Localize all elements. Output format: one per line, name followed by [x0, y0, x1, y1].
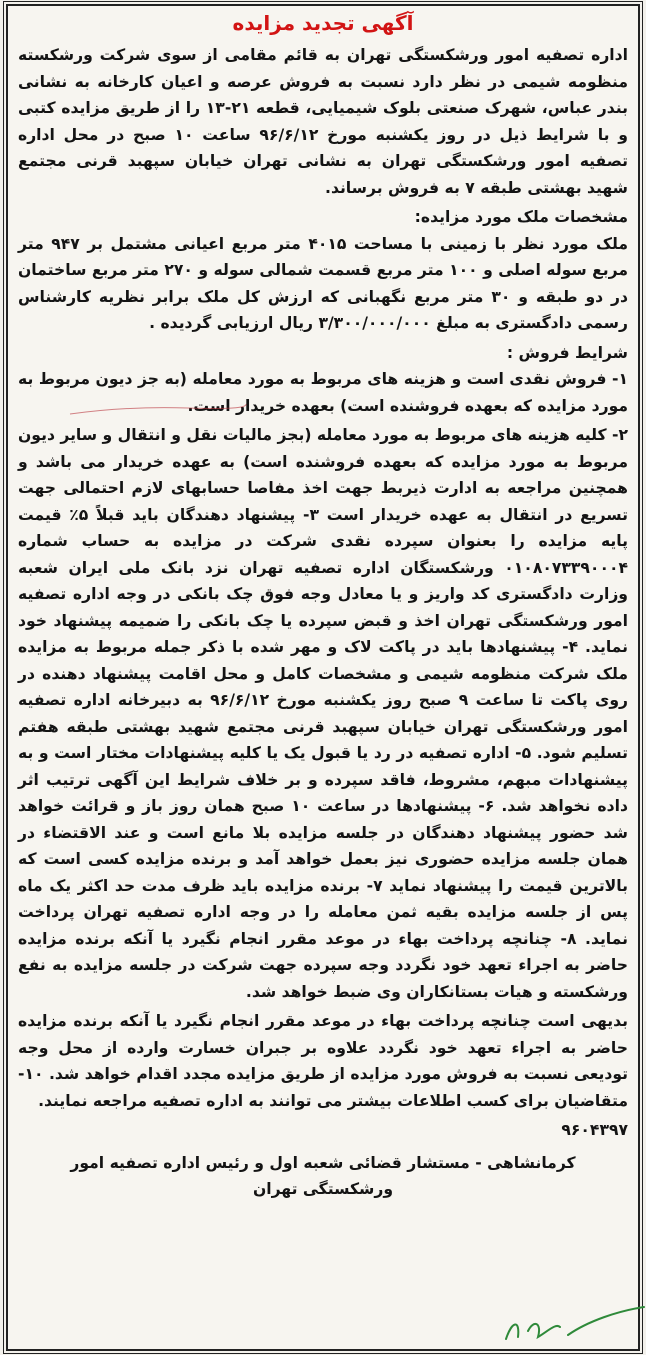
property-specs-heading: مشخصات ملک مورد مزایده:: [414, 208, 628, 226]
newspaper-notice-frame: [6, 4, 640, 1351]
notice-title: آگهی تجدید مزایده: [232, 11, 414, 35]
phone-line: [18, 1117, 628, 1144]
property-specs-paragraph: ملک مورد نظر با زمینی با مساحت ۴۰۱۵ متر مربع اعیانی مشتمل بر ۹۴۷ متر مربع سوله اصلی و ۱۰۰ متر مربع قسمت شمالی سوله و ۲۷۰ متر مربع ساختمان در دو طبقه و ۳۰ متر مربع نگهبانی که ارزش کل ملک برابر نظریه کارشناس رسمی دادگستری به مبلغ ۳/۳۰۰/۰۰۰/۰۰۰ ریال ارزیابی گردیده .: [18, 234, 628, 332]
handwritten-scribble-icon: [498, 1301, 646, 1345]
pen-mark: [68, 400, 248, 420]
signature-line-1: کرمانشاهی - مستشار قضائی شعبه اول و رئیس اداره تصفیه امور: [70, 1153, 576, 1172]
sale-conditions-heading: شرایط فروش :: [506, 343, 628, 362]
signature-line-2: ورشکستگی تهران: [252, 1179, 394, 1198]
condition-1: ۱- فروش نقدی است و هزینه های مربوط به مورد معامله (به جز دیون مربوط به مورد مزایده که بعهده فروشنده است) بعهده خریدار است.: [18, 370, 628, 415]
notice-body: [18, 8, 628, 1309]
intro-paragraph: اداره تصفیه امور ورشکستگی تهران به قائم مقامی از سوی شرکت ورشکسته منظومه شیمی در نظر دارد نسبت به فروش عرصه و اعیان کارخانه به نشانی بندر عباس، شهرک صنعتی بلوک شیمیایی، قطعه ۲۱-۱۳ را از طریق مزایده کتبی و با شرایط ذیل در روز یکشنبه مورخ ۹۶/۶/۱۲ ساعت ۱۰ صبح در محل اداره تصفیه امور ورشکستگی تهران به نشانی تهران خیابان سپهبد قرنی مجتمع شهید بهشتی طبقه ۷ به فروش برساند.: [18, 46, 628, 197]
closing-paragraph: بدیهی است چنانچه پرداخت بهاء در موعد مقرر انجام نگیرد یا آنکه برنده مزایده حاضر به اجراء تعهد خود نگردد علاوه بر جبران خسارت وارده از محل وجه تودیعی نسبت به فروش مورد مزایده از طریق مزایده مجدد اقدام خواهد شد. ۱۰- متقاضیان برای کسب اطلاعات بیشتر می توانند به اداره تصفیه مراجعه نمایند.: [18, 1012, 628, 1110]
signature-block: [18, 1150, 628, 1202]
phone-number: ۹۶۰۴۳۹۷: [561, 1121, 628, 1139]
conditions-2-to-8: ۲- کلیه هزینه های مربوط به مورد معامله (بجز مالیات نقل و انتقال و سایر دیون مربوط به مورد مزایده که بعهده فروشنده است) به عهده خریدار می باشد و همچنین مراجعه به ادارت ذیربط جهت اخذ مفاصا حسابهای لازم احتمالی جهت تسریع در انتقال به عهده خریدار است ۳- پیشنهاد دهندگان باید قبلاً ۵٪ قیمت پایه مزایده را بعنوان سپرده نقدی شرکت در مزایده به حساب شماره ۰۱۰۸۰۷۳۳۹۰۰۰۴ ورشکستگان اداره تصفیه تهران نزد بانک ملی ایران شعبه وزارت دادگستری کد واریز و یا معادل وجه فوق چک بانکی در وجه اداره تصفیه امور ورشکستگی تهران اخذ و قبض سپرده یا چک بانکی را ضمیمه پیشنهاد خود نماید. ۴- پیشنهادها باید در پاکت لاک و مهر شده با ذکر جمله مربوط به مزایده ملک شرکت منظومه شیمی و مشخصات کامل و محل اقامت پیشنهاد دهنده در روی پاکت تا ساعت ۹ صبح روز یکشنبه مورخ ۹۶/۶/۱۲ به دبیرخانه اداره تصفیه امور ورشکستگی تهران خیابان سپهبد قرنی مجتمع شهید بهشتی طبقه هفتم تسلیم شود. ۵- اداره تصفیه در رد یا قبول یک یا کلیه پیشنهادات مختار است و به پیشنهادات مبهم، مشروط، فاقد سپرده و بر خلاف شرایط این آگهی ترتیب اثر داده نخواهد شد. ۶- پیشنهادها در ساعت ۱۰ صبح همان روز باز و قرائت خواهد شد حضور پیشنهاد دهندگان در جلسه مزایده بلا مانع است و عند الاقتضاء در همان جلسه مزایده حضوری نیز بعمل خواهد آمد و برنده مزایده کسی است که بالاترین قیمت را پیشنهاد نماید ۷- برنده مزایده باید ظرف مدت حد اکثر یک ماه پس از جلسه مزایده بقیه ثمن معامله را در وجه اداره تصفیه تهران پرداخت نماید. ۸- چنانچه پرداخت بهاء در موعد مقرر انجام نگیرد یا آنکه برنده مزایده حاضر به اجراء تعهد خود نگردد وجه سپرده جهت شرکت در جلسه مزایده به نفع ورشکسته و هیات بستانکاران وی ضبط خواهد شد.: [18, 426, 629, 1001]
